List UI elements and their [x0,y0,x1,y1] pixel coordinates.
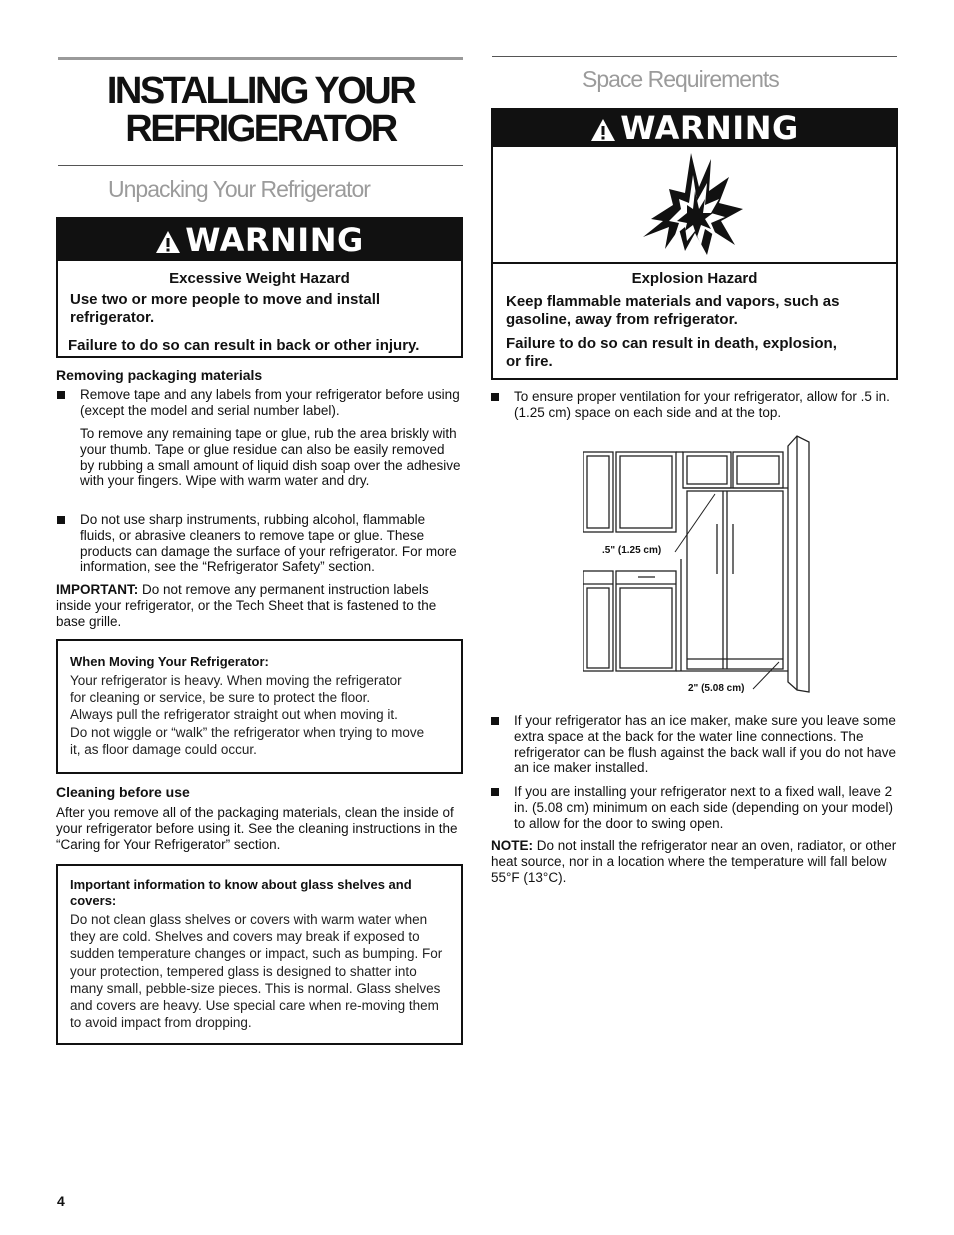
hazard-title: Excessive Weight Hazard [169,270,350,287]
moving-info-box: When Moving Your Refrigerator: Your refrigerator is heavy. When moving the refrigerator for cleaning or service, be sure to protect the floor. Always pull the refrigerator straight out when moving it. Do not wiggle or “walk” the refrigerator when trying to move it, as floor damage could occur. [56,639,463,774]
bullet-remove-tape: Remove tape and any labels from your refrigerator before using (except the model and serial number label). [57,387,462,419]
warning-header: WARNING [493,110,896,147]
removing-heading: Removing packaging materials [56,367,263,383]
warning-triangle-icon [155,230,181,254]
bullet-sharp-instruments: Do not use sharp instruments, rubbing alcohol, flammable fluids, or abrasive cleaners to remove tape or glue. These products can damage the surface of your refrigerator. For more information, see the “Refrigerator Safety” section. [57,512,462,576]
warning-header: WARNING [58,219,461,261]
top-rule-right [492,56,897,57]
title-rule [58,165,463,166]
warning-line-2: Failure to do so can result in back or other injury. [68,337,420,354]
moving-heading: When Moving Your Refrigerator: [70,654,269,669]
bullet-square-icon [491,788,499,796]
top-rule-left [58,57,463,60]
section-title-unpacking: Unpacking Your Refrigerator [108,176,370,202]
bullet-ventilation: To ensure proper ventilation for your refrigerator, allow for .5 in. (1.25 cm) space on each side and at the top. [491,389,896,421]
warning-line-1: Use two or more people to move and install refrigerator. [70,291,381,326]
warning-triangle-icon [590,118,616,142]
page-title: INSTALLING YOUR REFRIGERATOR [106,70,415,150]
clearance-diagram [583,434,813,696]
glass-heading: Important information to know about glass shelves and covers: [70,877,412,908]
glass-body: Do not clean glass shelves or covers with warm water when they are cold. Shelves and covers may break if exposed to sudden temperature changes or impact, such as bumping. For your protection, tempered glass is designed to shatter into many small, pebble-size pieces. This is normal. Glass shelves and covers are heavy. Use special care when re-moving them to avoid impact from dropping. [70,912,443,1031]
bullet-fixed-wall: If you are installing your refrigerator next to a fixed wall, leave 2 in. (5.08 cm) minimum on each side (depending on your model) to allow for the door to swing open. [491,784,896,832]
glass-info-box [56,864,463,1045]
warning-line-2: Failure to do so can result in death, explosion, or fire. [506,335,837,370]
warning-box-weight [56,217,463,358]
bullet-square-icon [491,393,499,401]
warning-line-1: Keep flammable materials and vapors, such as gasoline, away from refrigerator. [506,293,840,328]
explosion-pictogram [493,147,896,264]
warning-box-explosion [491,108,898,380]
section-title-space: Space Requirements [582,66,779,92]
bullet-square-icon [491,717,499,725]
cleaning-heading: Cleaning before use [56,784,190,800]
important-paragraph: IMPORTANT: Do not remove any permanent instruction labels inside your refrigerator, or the Tech Sheet that is fastened to the base grille. [56,582,437,629]
hazard-title: Explosion Hazard [631,270,758,287]
label-side-clearance: .5" (1.25 cm) [602,545,662,556]
note-paragraph: NOTE: Do not install the refrigerator near an oven, radiator, or other heat source, nor in a location where the temperature will fall below 55°F (13°C). [491,838,897,885]
explosion-icon [639,151,749,259]
tape-glue-paragraph: To remove any remaining tape or glue, rub the area briskly with your thumb. Tape or glue residue can also be easily removed by rubbing a small amount of liquid dish soap over the adhesive with your fingers. Wipe with warm water and dry. [80,426,461,489]
cleaning-paragraph: After you remove all of the packaging materials, clean the inside of your refrigerator before using it. See the cleaning instructions in the “Caring for Your Refrigerator” section. [56,805,458,852]
bullet-ice-maker: If your refrigerator has an ice maker, make sure you leave some extra space at the back for the water line connections. The refrigerator can be flush against the back wall if you do not have an ice maker installed. [491,713,896,777]
bullet-square-icon [57,516,65,524]
label-door-clearance: 2" (5.08 cm) [688,683,745,694]
page-number: 4 [57,1193,65,1209]
bullet-square-icon [57,391,65,399]
